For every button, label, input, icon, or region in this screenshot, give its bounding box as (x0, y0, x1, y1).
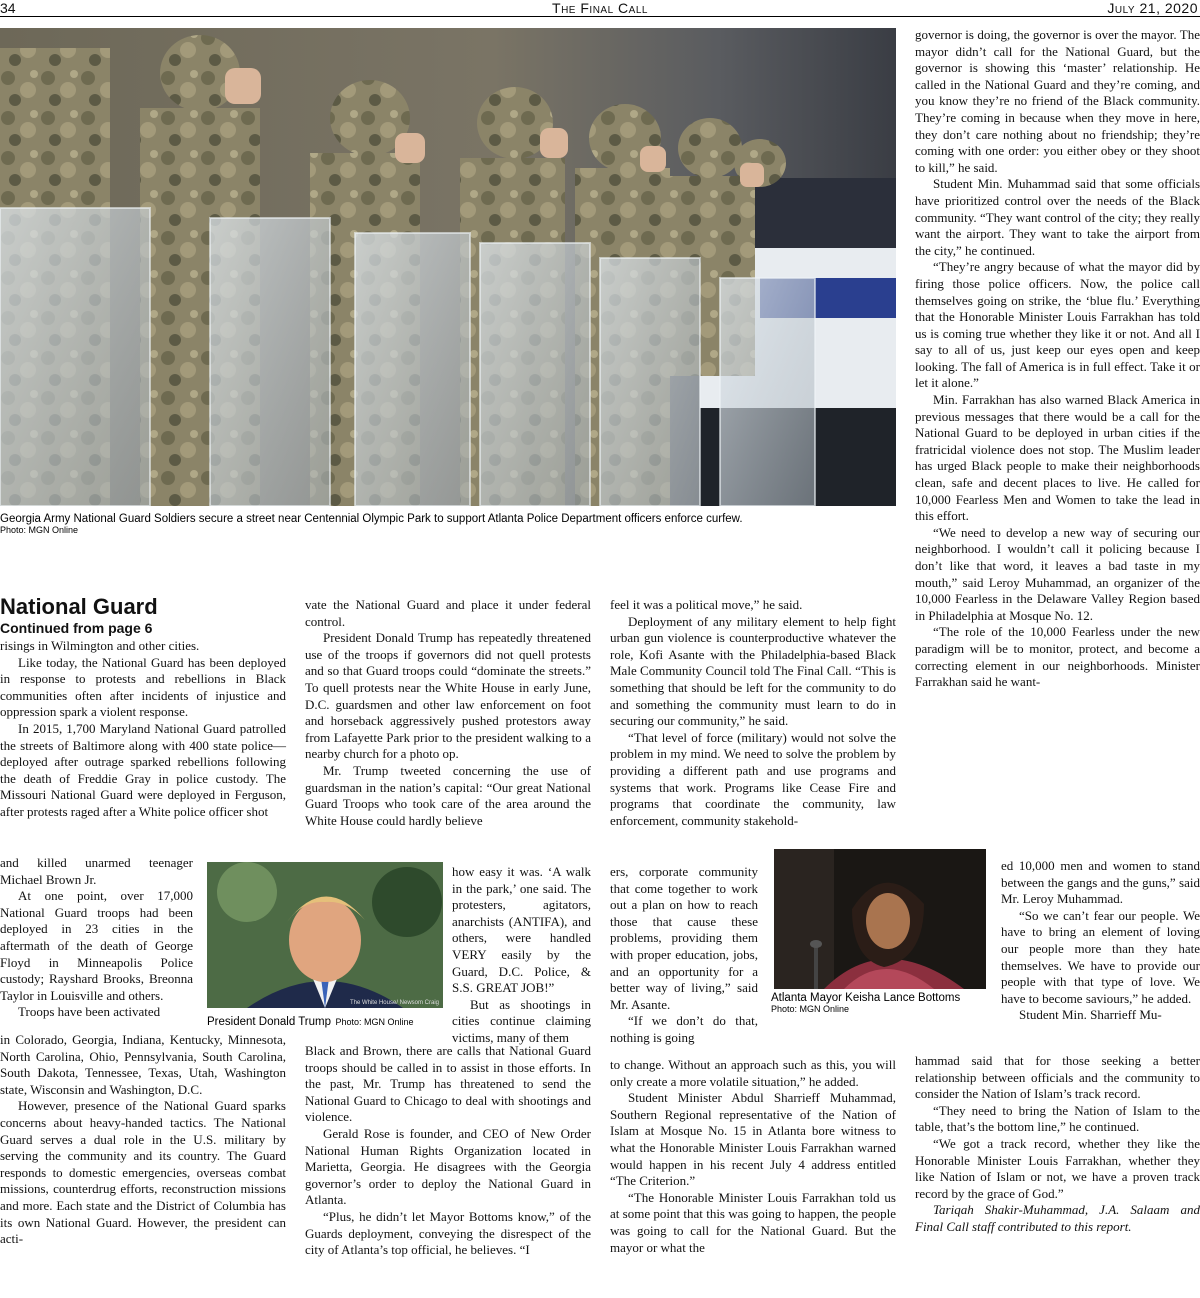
trump-photo-caption (207, 1012, 447, 1030)
paragraph: in Colorado, Georgia, Indiana, Kentucky, Minnesota, North Carolina, Ohio, Pennsylvania, South Carolina, South Dakota, Tennessee, Texas, Utah, Washington state, Wisconsin and Washington, D.C. (0, 1032, 286, 1097)
column-1-bottom (0, 1032, 286, 1248)
page-number: 34 (0, 0, 16, 16)
paragraph: “They’re angry because of what the mayor did by firing those police officers. Now, the police call themselves going on strike, the ‘blue flu.’ Everything that the Honorable Minister Louis Farrakhan has told us is coming true whether they like it or not. And all I say to all of us, just keep our eyes open and keep looking. The fall of America is in full effect. Take it or let it alone.” (915, 259, 1200, 391)
column-4-top (915, 27, 1200, 691)
paragraph: “If we don’t do that, nothing is going (610, 1013, 758, 1045)
column-1-narrow (0, 855, 193, 1021)
paragraph: Deployment of any military element to help fight urban gun violence is counterproductive whatever the role, Kofi Asante with the Philadelphia-based Black Male Community Council told The Final Call. “This is something that should be left for the community to do and something the community must learn to do in securing our community,” he said. (610, 613, 896, 729)
main-photo-guard-soldiers (0, 28, 896, 506)
continued-line: Continued from page 6 (0, 620, 153, 636)
photo-watermark: The White House/ Newsom Craig (349, 1000, 439, 1006)
column-3-narrow (610, 864, 758, 1047)
caption-text: Georgia Army National Guard Soldiers secure a street near Centennial Olympic Park to support Atlanta Police Department officers enforce curfew. (0, 513, 743, 525)
paragraph: Student Minister Abdul Sharrieff Muhammad, Southern Regional representative of the Nation of Islam at Mosque No. 15 in Atlanta bore witness to what the Honorable Minister Louis Farrakhan warned would happen in his recent July 4 address entitled “The Criterion.” (610, 1090, 896, 1189)
paragraph: feel it was a political move,” he said. (610, 597, 803, 612)
paragraph: and killed unarmed teenager Michael Brown Jr. (0, 855, 193, 887)
paragraph: Student Min. Sharrieff Mu- (1019, 1007, 1162, 1023)
paragraph: vate the National Guard and place it under federal control. (305, 597, 591, 629)
paragraph: Gerald Rose is founder, and CEO of New Order National Human Rights Organization located in Marietta, Georgia. He disagrees with the Georgia governor’s order to deploy the National Guard in Atlanta. (305, 1125, 591, 1208)
paragraph: Student Min. Muhammad said that some officials have prioritized control over the needs of the Black community. “They want control of the city; they really want the airport. They want to take the airport from the city,” he continued. (915, 176, 1200, 258)
article-headline: National Guard (0, 594, 158, 619)
caption-credit: Photo: MGN Online (335, 1017, 414, 1027)
column-4-bottom (915, 1053, 1200, 1236)
mayor-bottoms-photo (774, 849, 986, 989)
article-headline-block (0, 595, 290, 637)
paragraph: “That level of force (military) would not solve the problem in my mind. We need to solve the problem by providing a different path and use programs and systems that work. Programs like Cease Fire and programs that coordinate the community, law enforcement, community stakehold- (610, 729, 896, 828)
paragraph: However, presence of the National Guard sparks concerns about heavy-handed tactics. The National Guard serves a dual role in the U.S. military by serving the community and its country. The Guard responds to domestic emergencies, overseas combat missions, counterdrug efforts, reconstruction missions and more. Each state and the District of Columbia has its own National Guard. However, the president can acti- (0, 1098, 286, 1247)
paragraph: Mr. Trump tweeted concerning the use of guardsman in the nation’s capital: “Our great National Guard Troops who took care of the area around the White House could hardly believe (305, 762, 591, 828)
paragraph: “So we can’t fear our people. We have to bring an element of loving our people more than they hate themselves. We have to provide our people with that type of love. We have to become saviours,” he added. (1001, 907, 1200, 1006)
page-header (0, 0, 1200, 17)
paragraph: ers, corporate community that come together to work out a plan on how to reach those that cause these problems, providing them with proper education, jobs, and an opportunity for a better way of living,” said Mr. Asante. (610, 864, 758, 1012)
paragraph: “Plus, he didn’t let Mayor Bottoms know,” of the Guards deployment, conveying the disrespect of the city of Atlanta’s top official, he believes. “I (305, 1208, 591, 1258)
contributor-signoff: Tariqah Shakir-Muhammad, J.A. Salaam and Final Call staff contributed to this report. (915, 1202, 1200, 1234)
paragraph: how easy it was. ‘A walk in the park,’ one said. The protesters, agitators, anarchists (ANTIFA), and others, were handled VERY easily by the Guard, D.C. Police, & S.S. GREAT JOB!” (452, 864, 591, 996)
column-2-bottom (305, 1043, 591, 1259)
column-1-top (0, 638, 286, 821)
paragraph: President Donald Trump has repeatedly threatened use of the troops if governors did not quell protests and so that Guard troops could “dominate the streets.” To quell protests near the White House in early June, D.C. guardsmen and other law enforcement on foot and horseback aggressively pushed protestors away from Lafayette Park prior to the president walking to a nearby church for a photo op. (305, 630, 591, 762)
mayor-bottoms-caption (771, 992, 993, 1014)
issue-date: July 21, 2020 (1107, 0, 1198, 16)
column-3-bottom (610, 1057, 896, 1256)
caption-text: President Donald Trump (207, 1016, 332, 1028)
caption-text: Atlanta Mayor Keisha Lance Bottoms (771, 992, 961, 1004)
paragraph: But as shootings in cities continue claiming victims, many of them (452, 996, 591, 1045)
caption-credit: Photo: MGN Online (771, 1004, 850, 1014)
paragraph: “The role of the 10,000 Fearless under the new paradigm will be to monitor, protect, and become a correcting element in our neighborhoods. Minister Farrakhan said he want- (915, 624, 1200, 690)
paragraph: Black and Brown, there are calls that National Guard troops should be called in to assist in those efforts. In the past, Mr. Trump has threatened to send the National Guard to Chicago to deal with shootings and violence. (305, 1043, 591, 1125)
paragraph: hammad said that for those seeking a better relationship between officials and the community to consider the Nation of Islam’s track record. (915, 1053, 1200, 1102)
paragraph: “We need to develop a new way of securing our neighborhood. I wouldn’t call it policing because I don’t like that word, it leaves a bad taste in my mouth,” said Leroy Muhammad, an organizer of the 10,000 Fearless in the Delaware Valley Region based in Philadelphia at Mosque No. 12. (915, 524, 1200, 623)
paragraph: governor is doing, the governor is over the mayor. The mayor didn’t call for the National Guard, but the governor is showing this ‘master’ relationship. He called in the National Guard and they’re coming, and you know they’re no friend of the Black community. They’re coming in because when they move in here, they don’t care nothing about no friendship; they’re coming with one order: you either obey or they shoot to kill,” he said. (915, 27, 1200, 175)
main-photo-caption (0, 513, 896, 535)
caption-credit: Photo: MGN Online (0, 525, 79, 535)
paragraph: Troops have been activated (18, 1004, 161, 1020)
column-3-top (610, 597, 896, 829)
column-2-narrow (452, 864, 591, 1047)
paragraph: “They need to bring the Nation of Islam to the table, that’s the bottom line,” he continued. (915, 1102, 1200, 1135)
paragraph: “We got a track record, whether they like the Honorable Minister Louis Farrakhan, whether they like Nation of Islam or not, we have a proven track record by the grace of God.” (915, 1135, 1200, 1201)
paragraph: risings in Wilmington and other cities. (0, 638, 200, 653)
paragraph: ed 10,000 men and women to stand between the gangs and the guns,” said Mr. Leroy Muhammad. (1001, 858, 1200, 907)
publication-title: The Final Call (552, 0, 648, 16)
paragraph: “The Honorable Minister Louis Farrakhan told us at some point that this was going to happen, the people was going to call for the National Guard. But the mayor or what the (610, 1189, 896, 1255)
trump-photo (207, 862, 443, 1008)
paragraph: At one point, over 17,000 National Guard troops had been deployed in 23 cities in the aftermath of the death of George Floyd in Minneapolis Police custody; Rayshard Brooks, Breonna Taylor in Louisville and others. (0, 888, 193, 1003)
column-2-top (305, 597, 591, 829)
column-4-narrow (1001, 858, 1200, 1024)
paragraph: Like today, the National Guard has been deployed in response to protests and rebellions in Black communities often after incidents of injustice and oppression spark a violent response. (0, 654, 286, 720)
paragraph: to change. Without an approach such as this, you will only create a more volatile situation,” he added. (610, 1057, 896, 1089)
paragraph: In 2015, 1,700 Maryland National Guard patrolled the streets of Baltimore along with 400 state police—deployed after outrage sparked rebellions following the death of Freddie Gray in police custody. The Missouri National Guard were deployed in Ferguson, after protests raged after a White police officer shot (0, 720, 286, 819)
paragraph: Min. Farrakhan has also warned Black America in previous messages that there would be a call for the National Guard to be deployed in urban cities if the fratricidal violence does not stop. The Muslim leader has urged Black people to make their neighborhoods clean, safe and decent places to live. He called for 10,000 Fearless Men and Women to take the lead in this effort. (915, 392, 1200, 524)
